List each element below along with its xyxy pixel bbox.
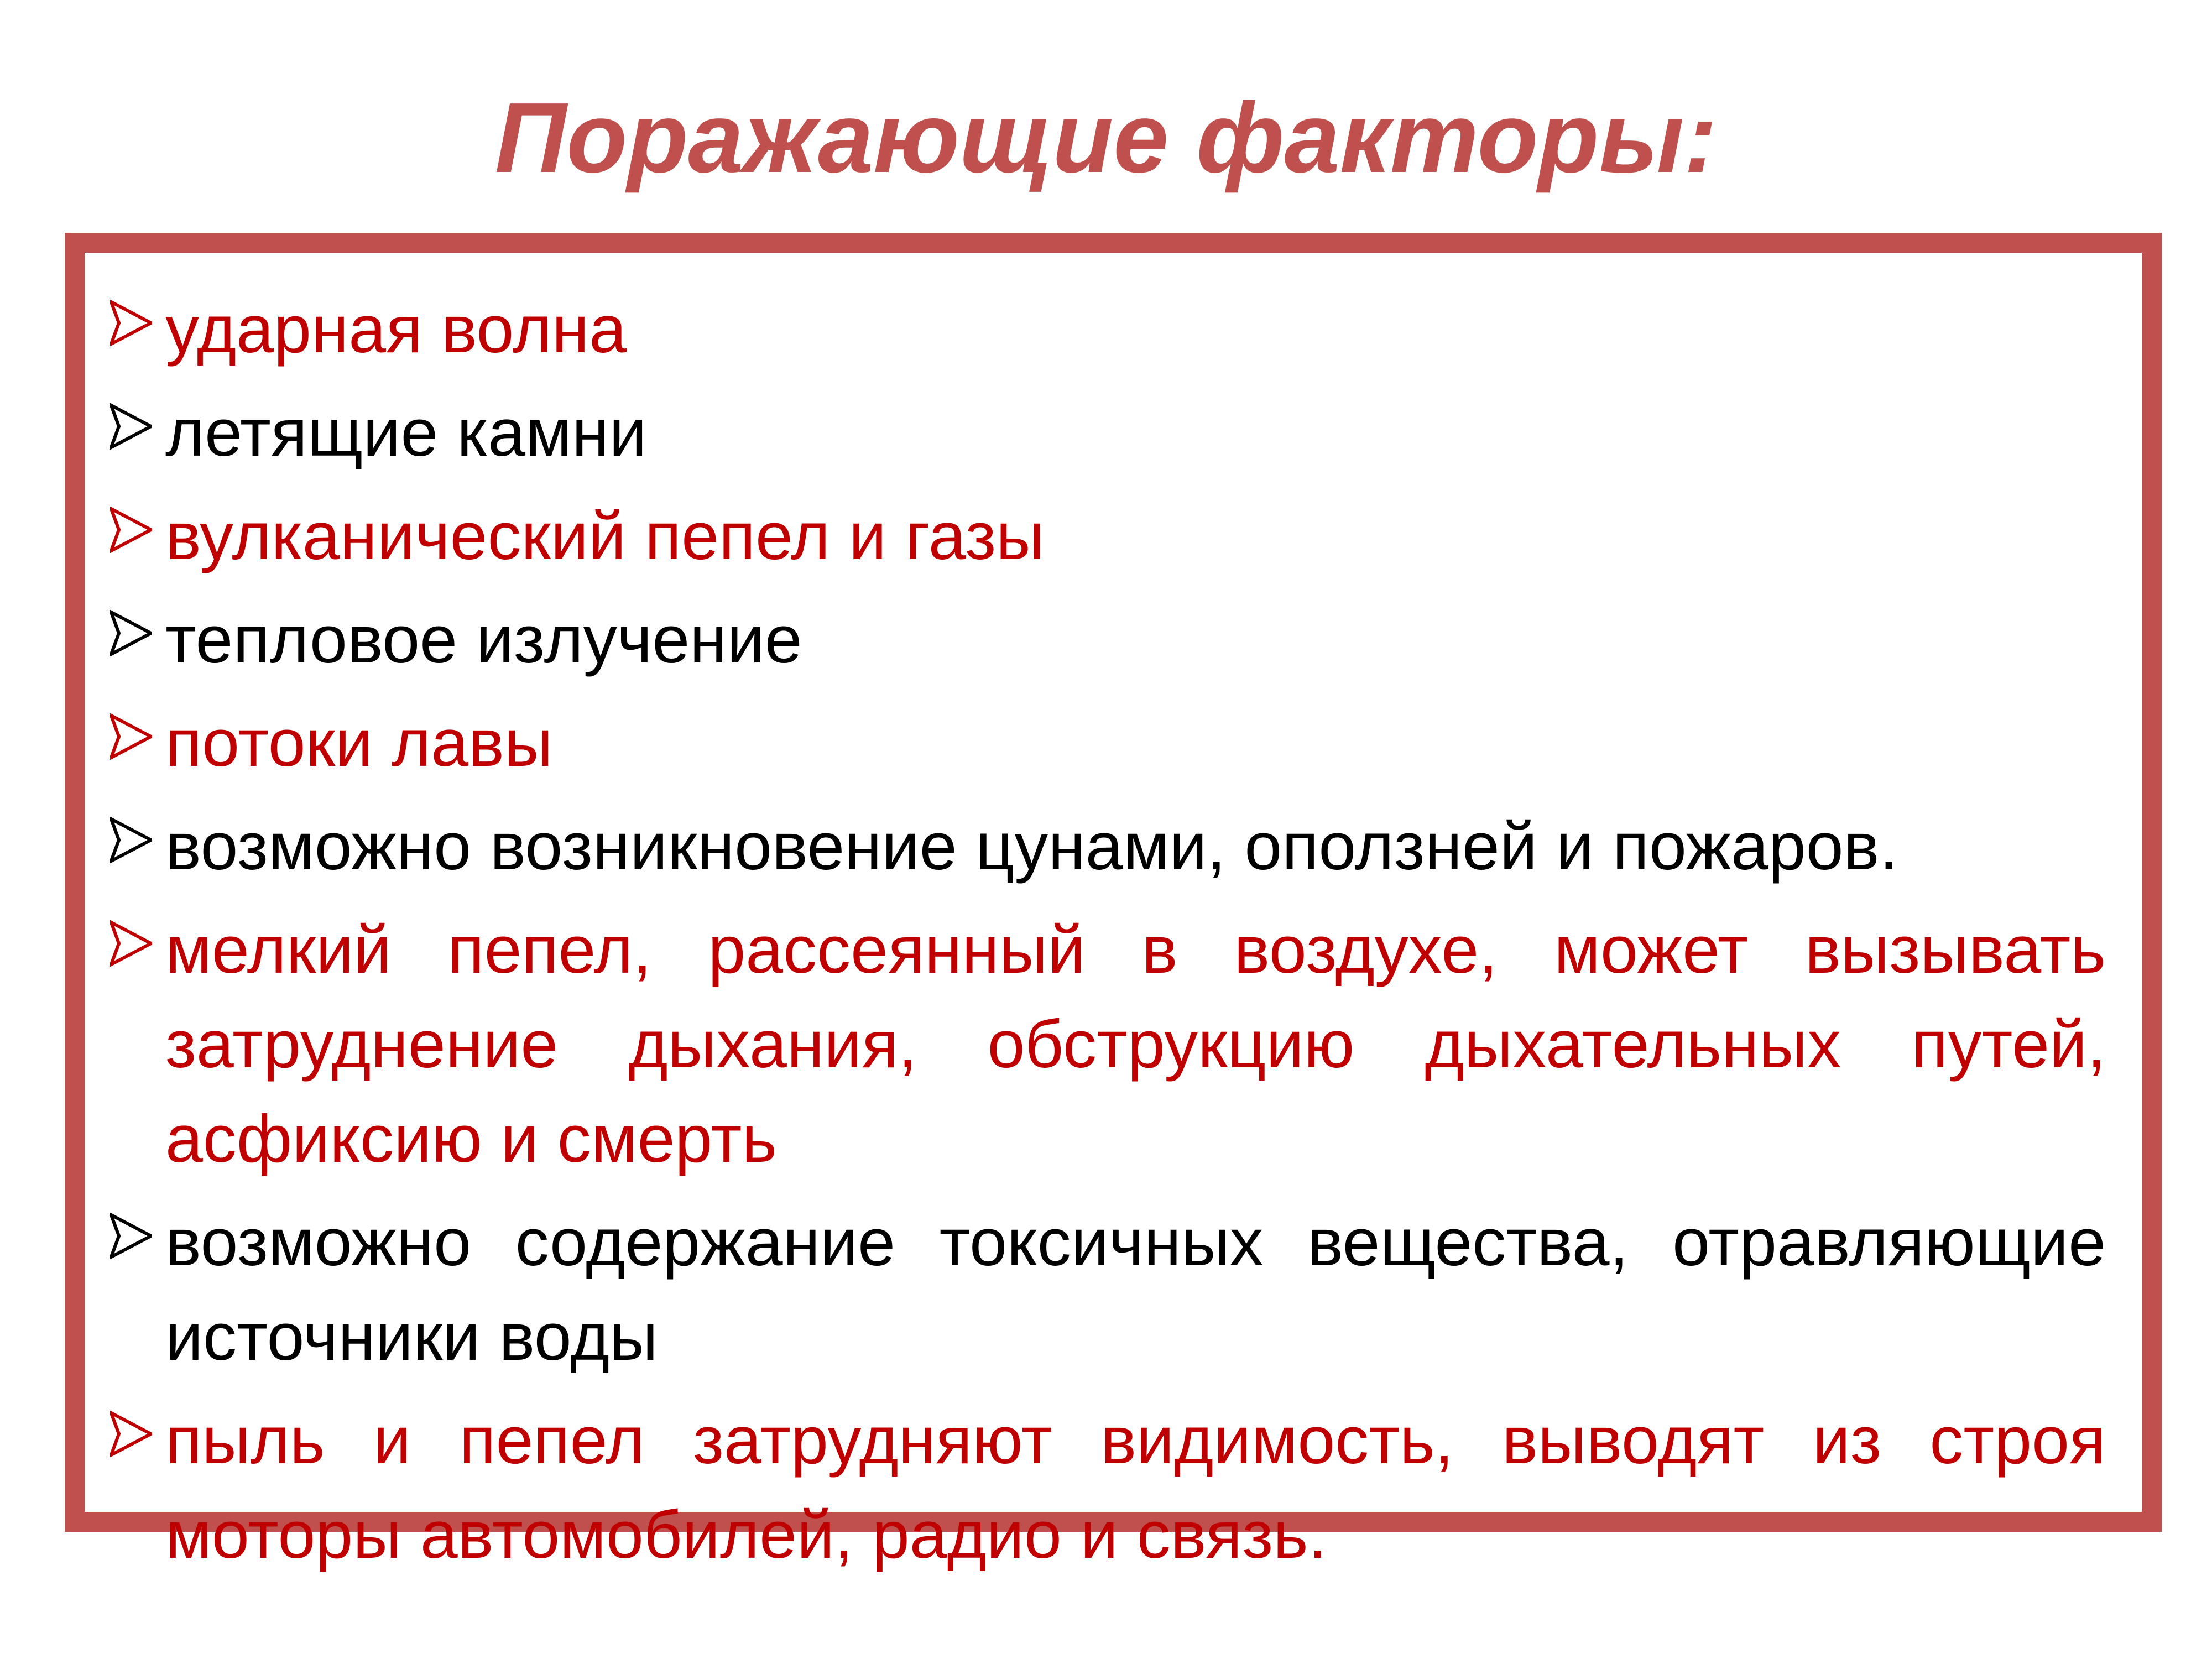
arrow-bullet-icon (110, 300, 152, 346)
arrow-bullet-icon (110, 817, 152, 863)
list-item (85, 799, 2142, 894)
arrow-bullet-icon (110, 1411, 152, 1457)
list-item-text: тепловое излучение (165, 602, 802, 677)
arrow-bullet-icon (110, 507, 152, 553)
list-item-text: возможно содержание токсичных вещества, отравляющие источники воды (165, 1204, 2106, 1374)
arrow-bullet-icon (110, 920, 152, 967)
arrow-bullet-icon (110, 610, 152, 656)
arrow-bullet-icon (110, 713, 152, 760)
list-item (85, 902, 2142, 1186)
list-item (85, 592, 2142, 687)
list-item-text: возможно возникновение цунами, оползней и пожаров. (165, 808, 1898, 884)
page-title: Поражающие факторы: (494, 82, 1718, 194)
content-frame (65, 233, 2162, 1572)
list-item-text: вулканический пепел и газы (165, 498, 1045, 573)
bullet-list (85, 253, 2142, 1582)
list-item-text: мелкий пепел, рассеянный в воздухе, может вызывать затруднение дыхания, обструкцию дыхательных путей, асфиксию и смерть (165, 912, 2106, 1176)
list-item-text: потоки лавы (165, 705, 553, 780)
list-item (85, 385, 2142, 480)
list-item (85, 1393, 2142, 1582)
list-item (85, 489, 2142, 583)
list-item-text: летящие камни (165, 395, 647, 470)
list-item-text: пыль и пепел затрудняют видимость, выводят из строя моторы автомобилей, радио и связь. (165, 1402, 2106, 1572)
list-item (85, 1195, 2142, 1384)
arrow-bullet-icon (110, 1213, 152, 1259)
list-item-text: ударная волна (165, 291, 627, 367)
arrow-bullet-icon (110, 403, 152, 450)
list-item (85, 696, 2142, 790)
list-item (85, 282, 2142, 377)
